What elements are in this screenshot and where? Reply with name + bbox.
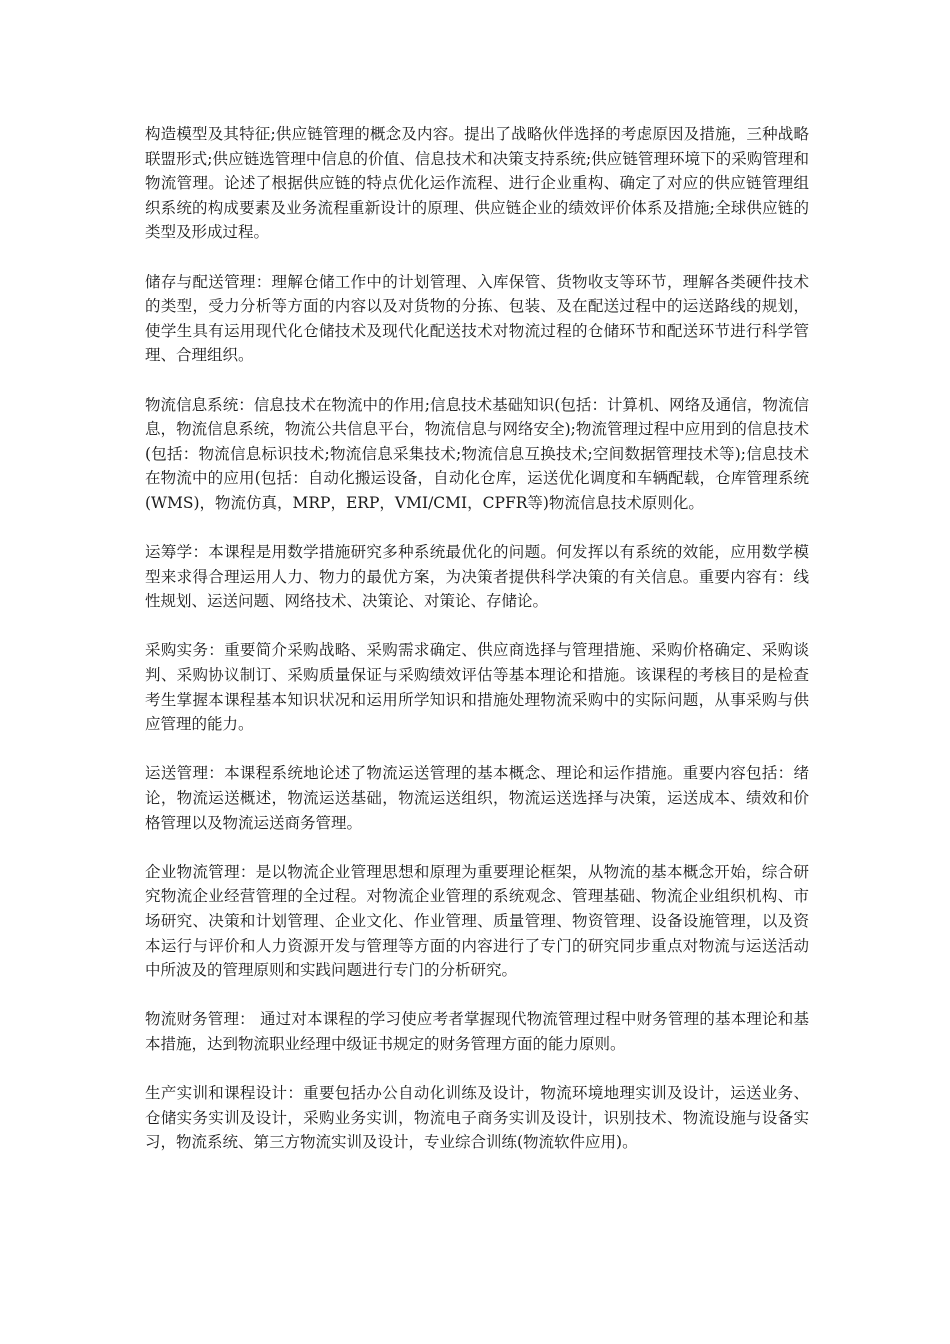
paragraph-supply-chain: 构造模型及其特征;供应链管理的概念及内容。提出了战略伙伴选择的考虑原因及措施，三种战略联盟形式;供应链选管理中信息的价值、信息技术和决策支持系统;供应链管理环境下的采购管理和物流管理。论述了根据供应链的特点优化运作流程、进行企业重构、确定了对应的供应链管理组织系统的构成要素及业务流程重新设计的原理、供应链企业的绩效评价体系及措施;全球供应链的类型及形成过程。 bbox=[145, 125, 809, 242]
paragraph-operations-research: 运筹学：本课程是用数学措施研究多种系统最优化的问题。何发挥以有系统的效能，应用数学模型来求得合理运用人力、物力的最优方案，为决策者提供科学决策的有关信息。重要内容有：线性规划、运送问题、网络技术、决策论、对策论、存储论。 bbox=[145, 543, 809, 611]
paragraph-enterprise-logistics: 企业物流管理：是以物流企业管理思想和原理为重要理论框架，从物流的基本概念开始，综合研究物流企业经营管理的全过程。对物流企业管理的系统观念、管理基础、物流企业组织机构、市场研究、决策和计划管理、企业文化、作业管理、质量管理、物资管理、设备设施管理，以及资本运行与评价和人力资源开发与管理等方面的内容进行了专门的研究同步重点对物流与运送活动中所波及的管理原则和实践问题进行专门的分析研究。 bbox=[145, 862, 809, 980]
paragraph-procurement: 采购实务：重要简介采购战略、采购需求确定、供应商选择与管理措施、采购价格确定、采购谈判、采购协议制订、采购质量保证与采购绩效评估等基本理论和措施。该课程的考核目的是检查考生掌握本课程基本知识状况和运用所学知识和措施处理物流采购中的实际问题，从事采购与供应管理的能力。 bbox=[145, 641, 809, 734]
paragraph-storage-distribution: 储存与配送管理：理解仓储工作中的计划管理、入库保管、货物收支等环节，理解各类硬件技术的类型，受力分析等方面的内容以及对货物的分拣、包装、及在配送过程中的运送路线的规划，使学生具有运用现代化仓储技术及现代化配送技术对物流过程的仓储环节和配送环节进行科学管理、合理组织。 bbox=[145, 272, 809, 365]
paragraph-practical-training: 生产实训和课程设计：重要包括办公自动化训练及设计，物流环境地理实训及设计，运送业务、仓储实务实训及设计，采购业务实训，物流电子商务实训及设计，识别技术、物流设施与设备实习，物流系统、第三方物流实训及设计，专业综合训练(物流软件应用)。 bbox=[145, 1084, 809, 1152]
document-body bbox=[145, 122, 809, 1180]
paragraph-logistics-info-system: 物流信息系统：信息技术在物流中的作用;信息技术基础知识(包括：计算机、网络及通信，物流信息，物流信息系统，物流公共信息平台，物流信息与网络安全);物流管理过程中应用到的信息技术(包括：物流信息标识技术;物流信息采集技术;物流信息互换技术;空间数据管理技术等);信息技术在物流中的应用(包括：自动化搬运设备，自动化仓库，运送优化调度和车辆配载，仓库管理系统(WMS)，物流仿真，MRP，ERP，VMI/CMI，CPFR等)物流信息技术原则化。 bbox=[145, 395, 809, 512]
paragraph-transport-management: 运送管理：本课程系统地论述了物流运送管理的基本概念、理论和运作措施。重要内容包括：绪论，物流运送概述，物流运送基础，物流运送组织，物流运送选择与决策，运送成本、绩效和价格管理以及物流运送商务管理。 bbox=[145, 764, 809, 832]
paragraph-logistics-finance: 物流财务管理： 通过对本课程的学习使应考者掌握现代物流管理过程中财务管理的基本理论和基本措施，达到物流职业经理中级证书规定的财务管理方面的能力原则。 bbox=[145, 1010, 809, 1053]
